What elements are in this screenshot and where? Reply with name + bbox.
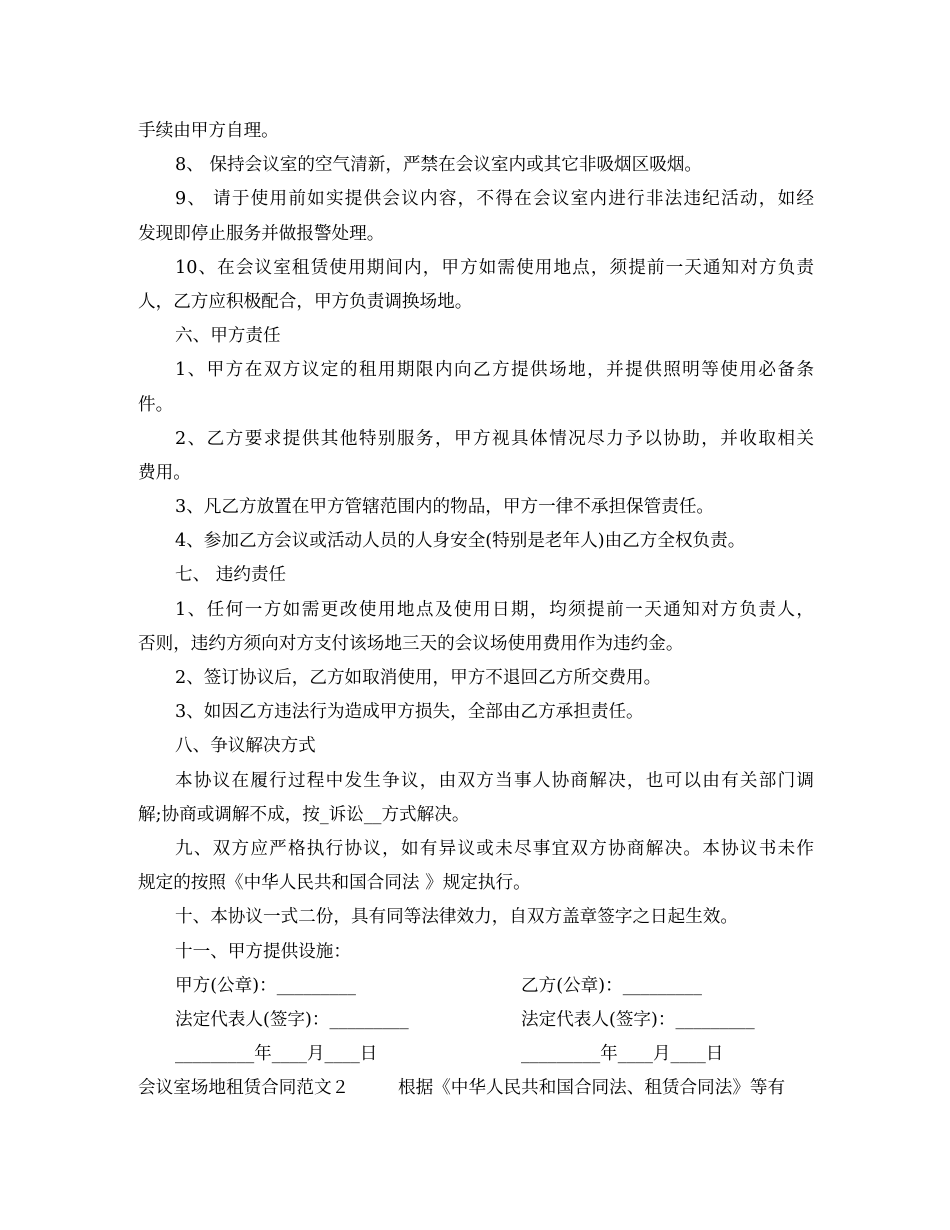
- contract-text: [138, 114, 814, 969]
- party-b-date: _________年____月____日: [521, 1044, 724, 1065]
- contract-line: 规定的按照《中华人民共和国合同法 》规定执行。: [138, 873, 531, 894]
- date-row: [138, 1037, 814, 1071]
- contract-body: [138, 114, 814, 1105]
- contract-line: 否则，违约方须向对方支付该场地三天的会议场使用费用作为违约金。: [138, 633, 684, 654]
- contract-line: 8、 保持会议室的空气清新，严禁在会议室内或其它非吸烟区吸烟。: [175, 155, 703, 176]
- contract-line: 发现即停止服务并做报警处理。: [138, 223, 385, 244]
- party-a-representative: 法定代表人(签字)：_________: [175, 1009, 409, 1030]
- contract-line: 十、本协议一式二份，具有同等法律效力，自双方盖章签字之日起生效。: [175, 907, 739, 928]
- contract-line: 件。: [138, 394, 174, 415]
- party-a-seal: 甲方(公章)：_________: [175, 975, 356, 996]
- contract-line: 六、甲方责任: [175, 326, 281, 347]
- contract-line: 2、签订协议后，乙方如取消使用，甲方不退回乙方所交费用。: [175, 668, 662, 688]
- contract-line: 3、如因乙方违法行为造成甲方损失，全部由乙方承担责任。: [175, 702, 644, 723]
- contract-line: 本协议在履行过程中发生争议，由双方当事人协商解决，也可以由有关部门调: [175, 770, 814, 791]
- contract-line: 9、 请于使用前如实提供会议内容，不得在会议室内进行非法违纪活动，如经: [175, 189, 814, 210]
- seal-row: [138, 969, 814, 1003]
- contract-line: 3、凡乙方放置在甲方管辖范围内的物品，甲方一律不承担保管责任。: [175, 497, 715, 518]
- contract-line: 1、甲方在双方议定的租用期限内向乙方提供场地，并提供照明等使用必备条: [175, 360, 814, 381]
- next-contract-intro: 根据《中华人民共和国合同法、租赁合同法》等有: [398, 1078, 786, 1099]
- party-b-seal: 乙方(公章)：_________: [521, 975, 702, 996]
- contract-line: 10、在会议室租赁使用期间内，甲方如需使用地点，须提前一天通知对方负责: [175, 257, 814, 278]
- contract-line: 2、乙方要求提供其他特别服务，甲方视具体情况尽力予以协助，并收取相关: [175, 428, 814, 449]
- contract-line: 人，乙方应积极配合，甲方负责调换场地。: [138, 291, 473, 312]
- contract-line: 1、任何一方如需更改使用地点及使用日期，均须提前一天通知对方负责人，: [175, 599, 814, 620]
- party-b-representative: 法定代表人(签字)：_________: [521, 1009, 755, 1030]
- contract-line: 十一、甲方提供设施：: [175, 941, 351, 962]
- representative-row: [138, 1003, 814, 1037]
- next-contract-line: [138, 1071, 814, 1105]
- party-a-date: _________年____月____日: [175, 1044, 378, 1065]
- next-contract-title: 会议室场地租赁合同范文２: [138, 1078, 350, 1099]
- contract-line: 七、 违约责任: [175, 565, 287, 586]
- contract-line: 4、参加乙方会议或活动人员的人身安全(特别是老年人)由乙方全权负责。: [175, 531, 746, 552]
- contract-line: 手续由甲方自理。: [138, 121, 279, 141]
- contract-line: 八、争议解决方式: [175, 736, 316, 757]
- contract-line: 解;协商或调解不成，按_诉讼__方式解决。: [138, 804, 470, 825]
- contract-line: 九、双方应严格执行协议，如有异议或未尽事宜双方协商解决。本协议书未作: [175, 838, 814, 859]
- contract-line: 费用。: [138, 462, 191, 483]
